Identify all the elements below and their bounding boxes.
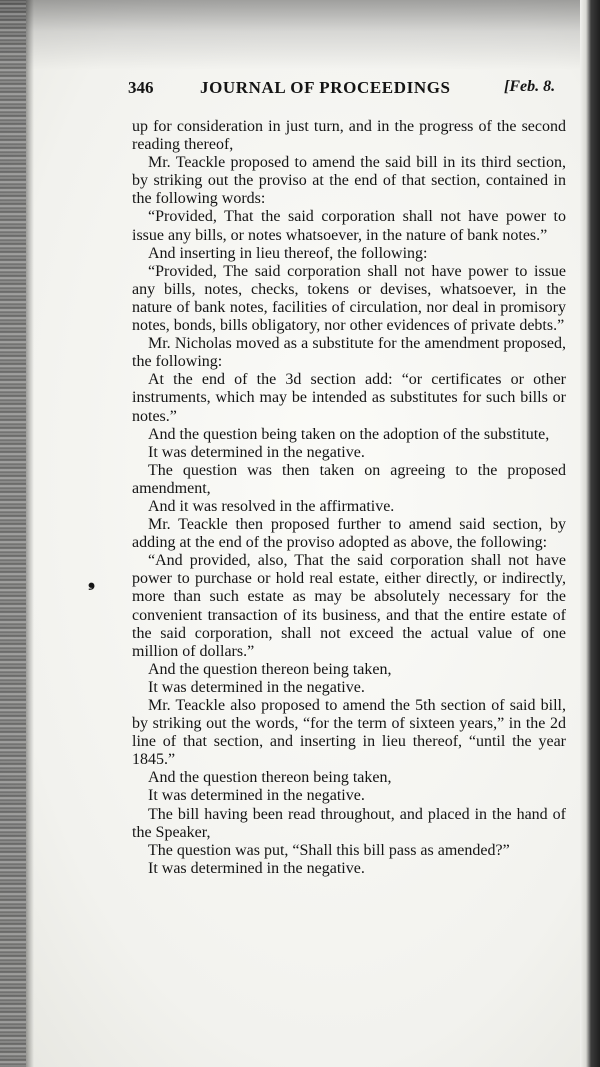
header-date: [Feb. 8. [504,78,556,95]
paragraph: The bill having been read throughout, and placed in the hand of the Speaker, [132,805,566,841]
paragraph: up for consideration in just turn, and in the progress of the second reading thereof, [132,118,566,154]
scan-edge-right [580,0,600,1067]
page-header [128,78,568,102]
body-text [132,118,566,878]
paragraph: And the question thereon being taken, [148,769,392,787]
paragraph: The question was then taken on agreeing to the proposed amendment, [132,461,566,497]
binding-shadow [26,0,34,1067]
paragraph: The question was put, “Shall this bill pass as amended?” [148,841,510,859]
paragraph: At the end of the 3d section add: “or certificates or other instruments, which may be intended as substitutes for such bills or notes.” [132,371,566,425]
running-head: JOURNAL OF PROCEEDINGS [200,78,451,97]
paragraph: And the question being taken on the adoption of the substitute, [148,425,550,443]
paragraph: And it was resolved in the affirmative. [148,497,395,515]
paragraph: Mr. Teackle also proposed to amend the 5th section of said bill, by striking out the words, “for the term of sixteen years,” in the 2d line of that section, and inserting in lieu thereof, “until the year 1845.” [132,697,566,769]
margin-mark: ❟ [88,570,96,590]
paragraph: Mr. Teackle proposed to amend the said bill in its third section, by striking out the proviso at the end of that section, contained in the following words: [132,154,566,208]
paragraph: And inserting in lieu thereof, the following: [148,244,428,262]
paragraph: Mr. Teackle then proposed further to amend said section, by adding at the end of the proviso adopted as above, the following: [132,516,566,552]
scan-edge-left [0,0,26,1067]
paragraph: It was determined in the negative. [148,859,365,877]
scan-edge-top [0,0,600,70]
paragraph: “Provided, The said corporation shall not have power to issue any bills, notes, checks, tokens or devises, whatsoever, in the nature of bank notes, facilities of circulation, nor deal in promisory notes, bonds, bills obligatory, nor other evidences of private debts.” [132,262,566,335]
paragraph: And the question thereon being taken, [148,660,392,678]
paragraph: “And provided, also, That the said corporation shall not have power to purchase or hold real estate, either directly, or indirectly, more than such estate as may be absolutely necessary for the convenient transaction of its business, and that the entire estate of the said corporation, shall not exceed the actual value of one million of dollars.” [132,552,566,660]
paragraph: It was determined in the negative. [148,443,365,461]
page-number: 346 [128,78,154,97]
paragraph: Mr. Nicholas moved as a substitute for the amendment proposed, the following: [132,335,566,371]
paragraph: “Provided, That the said corporation shall not have power to issue any bills, or notes whatsoever, in the nature of bank notes.” [132,208,566,244]
paragraph: It was determined in the negative. [148,787,365,805]
paragraph: It was determined in the negative. [148,678,365,696]
